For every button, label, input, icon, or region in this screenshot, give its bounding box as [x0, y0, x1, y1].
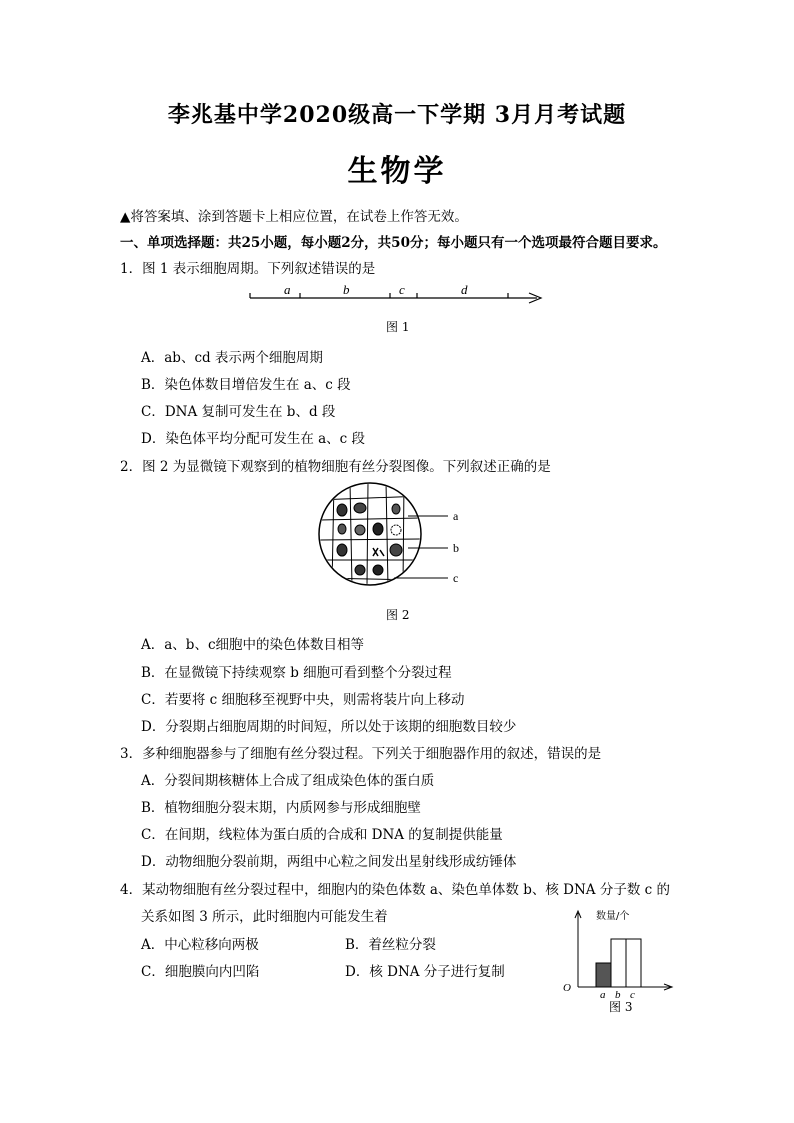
- fig1-label-b: b: [343, 283, 350, 297]
- fig3-category-label-b: b: [615, 989, 621, 1001]
- fig3-bar-b: [611, 939, 626, 987]
- q2-option-a: A．a、b、c细胞中的染色体数目相等: [141, 637, 365, 653]
- q3-option-a: A．分裂间期核糖体上合成了组成染色体的蛋白质: [141, 773, 435, 789]
- subject-title: 生物学: [347, 154, 447, 189]
- fig3-bar-a: [596, 963, 611, 987]
- q2-option-c: C．若要将 c 细胞移至视野中央，则需将装片向上移动: [141, 692, 465, 708]
- q1-option-d: D．染色体平均分配可发生在 a、c 段: [141, 431, 366, 447]
- question-4-stem-line2: 关系如图 3 所示，此时细胞内可能发生着: [141, 909, 388, 925]
- q4-option-b: B．着丝粒分裂: [345, 937, 436, 953]
- fig3-category-label-a: a: [600, 989, 606, 1001]
- fig3-origin: O: [563, 982, 571, 994]
- fig3-category-label-c: c: [630, 989, 635, 1001]
- q1-option-a: A．ab、cd 表示两个细胞周期: [141, 350, 323, 366]
- question-1-stem: 1．图 1 表示细胞周期。下列叙述错误的是: [120, 261, 376, 277]
- q1-option-c: C．DNA 复制可发生在 b、d 段: [141, 404, 336, 420]
- q3-option-c: C．在间期，线粒体为蛋白质的合成和 DNA 的复制提供能量: [141, 827, 503, 843]
- fig1-label-d: d: [461, 283, 468, 297]
- question-4-stem-line1: 4．某动物细胞有丝分裂过程中，细胞内的染色体数 a、染色单体数 b、核 DNA 分子数 c 的: [120, 882, 670, 898]
- fig1-label-a: a: [284, 283, 291, 297]
- q2-option-d: D．分裂期占细胞周期的时间短，所以处于该期的细胞数目较少: [141, 719, 517, 735]
- question-2-stem: 2．图 2 为显微镜下观察到的植物细胞有丝分裂图像。下列叙述正确的是: [120, 459, 551, 475]
- fig3-bar-c: [626, 939, 641, 987]
- q4-option-c: C．细胞膜向内凹陷: [141, 964, 260, 980]
- q2-option-b: B．在显微镜下持续观察 b 细胞可看到整个分裂过程: [141, 665, 452, 681]
- figure-1-cell-cycle-line: [245, 283, 555, 313]
- figure-2-micrograph: [318, 482, 478, 592]
- fig2-label-b: b: [453, 541, 459, 555]
- exam-title: 李兆基中学2020级高一下学期 3月月考试题: [167, 102, 627, 128]
- q1-option-b: B．染色体数目增倍发生在 a、c 段: [141, 377, 351, 393]
- q4-option-a: A．中心粒移向两极: [141, 937, 259, 953]
- answer-notice: ▲将答案填、涂到答题卡上相应位置，在试卷上作答无效。: [120, 209, 468, 225]
- figure-3-bar-chart: [560, 905, 680, 1001]
- section-heading: 一、单项选择题：共25小题，每小题2分，共50分；每小题只有一个选项最符合题目要求。: [120, 235, 667, 251]
- figure-1-caption: 图 1: [386, 320, 410, 334]
- fig1-label-c: c: [399, 283, 405, 297]
- fig2-label-a: a: [453, 509, 459, 523]
- q3-option-b: B．植物细胞分裂末期，内质网参与形成细胞壁: [141, 800, 421, 816]
- fig2-label-c: c: [453, 571, 459, 585]
- figure-3-caption: 图 3: [609, 1000, 633, 1014]
- q3-option-d: D．动物细胞分裂前期，两组中心粒之间发出星射线形成纺锤体: [141, 854, 517, 870]
- question-3-stem: 3．多种细胞器参与了细胞有丝分裂过程。下列关于细胞器作用的叙述，错误的是: [120, 746, 602, 762]
- figure-2-caption: 图 2: [386, 608, 410, 622]
- q4-option-d: D．核 DNA 分子进行复制: [345, 964, 505, 980]
- fig3-ylabel: 数量/个: [596, 911, 630, 922]
